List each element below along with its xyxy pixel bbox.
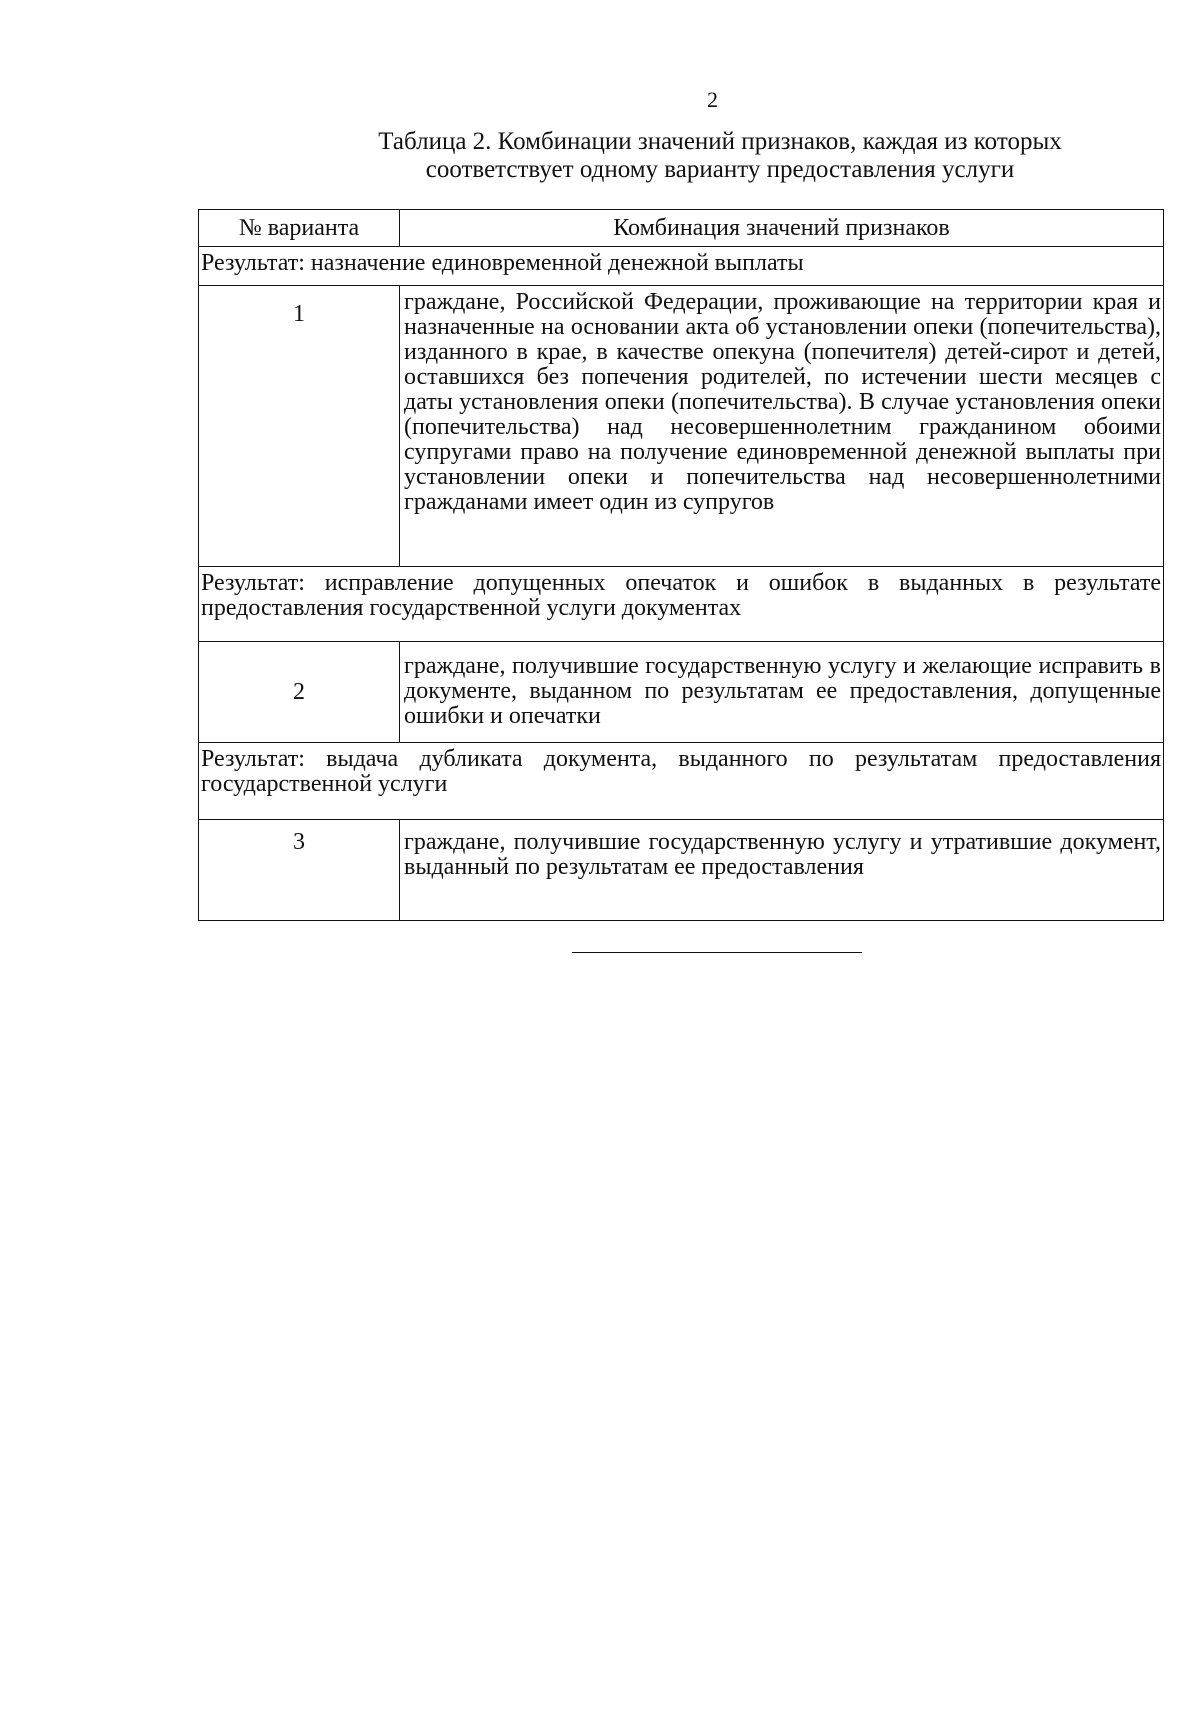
variant-row <box>199 286 1164 567</box>
variant-combination-1: граждане, Российской Федерации, проживающие на территории края и назначенные на основании акта об установлении опеки (попечительства), изданного в крае, в качестве опекуна (попечителя) детей-сирот и детей, оставшихся без попечения родителей, по истечении шести месяцев с даты установления опеки (попечительства). В случае установления опеки (попечительства) над несовершеннолетним гражданином обоими супругами право на получение единовременной денежной выплаты при установлении опеки и попечительства над несовершеннолетними гражданами имеет один из супругов <box>400 286 1164 567</box>
variant-combination-2: граждане, получившие государственную услугу и желающие исправить в документе, выданном по результатам ее предоставления, допущенные ошибки и опечатки <box>400 642 1164 743</box>
result-row <box>199 247 1164 286</box>
variant-number-1: 1 <box>199 286 400 567</box>
variant-number-3: 3 <box>199 820 400 921</box>
end-of-document-rule <box>572 952 862 953</box>
table-caption <box>300 128 1140 184</box>
header-variant-number: № варианта <box>199 210 400 247</box>
result-3: Результат: выдача дубликата документа, выданного по результатам предоставления государственной услуги <box>199 743 1164 820</box>
variant-number-2: 2 <box>199 642 400 743</box>
page-number: 2 <box>707 87 718 112</box>
table-caption-line-1: Таблица 2. Комбинации значений признаков, каждая из которых <box>378 128 1062 155</box>
variant-row <box>199 820 1164 921</box>
result-1: Результат: назначение единовременной денежной выплаты <box>199 247 1164 286</box>
variants-table <box>198 209 1164 921</box>
result-row <box>199 743 1164 820</box>
header-combination: Комбинация значений признаков <box>400 210 1164 247</box>
table-caption-line-2: соответствует одному варианту предоставления услуги <box>425 156 1015 183</box>
table-header-row <box>199 210 1164 247</box>
variant-combination-3: граждане, получившие государственную услугу и утратившие документ, выданный по результатам ее предоставления <box>400 820 1164 921</box>
result-row <box>199 567 1164 642</box>
result-2: Результат: исправление допущенных опечаток и ошибок в выданных в результате предоставления государственной услуги документах <box>199 567 1164 642</box>
variant-row <box>199 642 1164 743</box>
